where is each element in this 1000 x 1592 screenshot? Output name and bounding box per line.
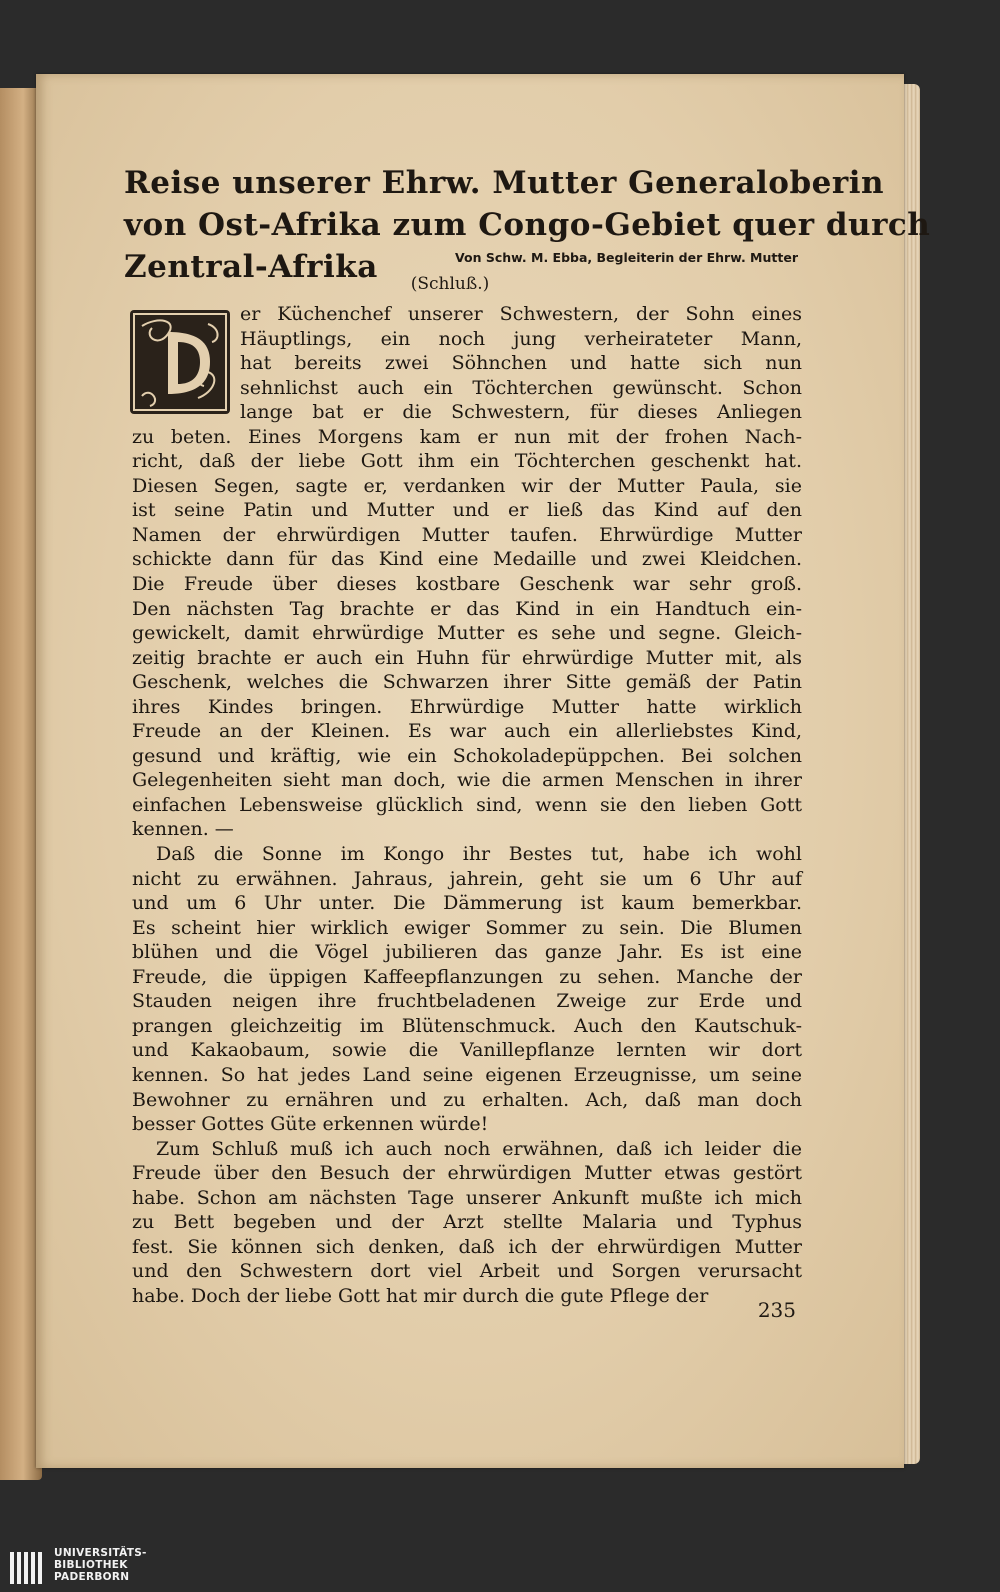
text-line: zu beten. Eines Morgens kam er nun mit der frohen Nach- (132, 425, 802, 448)
subtitle: (Schluß.) (410, 274, 490, 294)
library-name (54, 1547, 147, 1583)
text-line: sehnlichst auch ein Töchterchen gewünscht. Schon (240, 376, 802, 399)
text-line: richt, daß der liebe Gott ihm ein Töchterchen geschenkt hat. (132, 450, 802, 473)
text-line: und Kakaobaum, sowie die Vanillepflanze lernten wir dort (132, 1039, 802, 1062)
title-line: Zentral-Afrika (124, 249, 378, 285)
text-line: schickte dann für das Kind eine Medaille und zwei Kleidchen. (132, 548, 802, 571)
library-name-line: PADERBORN (54, 1571, 130, 1583)
text-line: Freude an der Kleinen. Es war auch ein allerliebstes Kind, (132, 720, 802, 743)
text-line: kennen. — (132, 818, 234, 841)
library-logo-icon (6, 1546, 50, 1590)
text-line: Häuptlings, ein noch jung verheirateter Mann, (240, 327, 802, 350)
text-line: zu Bett begeben und der Arzt stellte Malaria und Typhus (132, 1211, 802, 1234)
text-line: Zum Schluß muß ich auch noch erwähnen, daß ich leider die (156, 1137, 802, 1160)
text-line: ist seine Patin und Mutter und er ließ das Kind auf den (132, 499, 802, 522)
text-line: Die Freude über dieses kostbare Geschenk war sehr groß. (132, 573, 802, 596)
library-name-line: BIBLIOTHEK (54, 1559, 128, 1571)
text-line: Geschenk, welches die Schwarzen ihrer Sitte gemäß der Patin (132, 671, 802, 694)
library-name-line: UNIVERSITÄTS- (54, 1547, 147, 1559)
text-line: Freude, die üppigen Kaffeepflanzungen zu sehen. Manche der (132, 965, 802, 988)
page-number: 235 (757, 1298, 796, 1322)
author-byline: Von Schw. M. Ebba, Begleiterin der Ehrw. Mutter (455, 250, 798, 265)
text-line: Den nächsten Tag brachte er das Kind in ein Handtuch ein- (132, 597, 802, 620)
text-line: Bewohner zu ernähren und zu erhalten. Ach, daß man doch (132, 1088, 802, 1111)
article-body (132, 302, 802, 1308)
article-title (124, 162, 931, 288)
text-line: und um 6 Uhr unter. Die Dämmerung ist kaum bemerkbar. (132, 892, 802, 915)
text-line: gewickelt, damit ehrwürdige Mutter es sehe und segne. Gleich- (132, 622, 802, 645)
text-line: besser Gottes Güte erkennen würde! (132, 1113, 489, 1136)
text-line: Diesen Segen, sagte er, verdanken wir der Mutter Paula, sie (132, 474, 802, 497)
text-line: ihres Kindes bringen. Ehrwürdige Mutter hatte wirklich (132, 695, 802, 718)
text-line: prangen gleichzeitig im Blütenschmuck. Auch den Kautschuk- (132, 1014, 802, 1037)
text-line: hat bereits zwei Söhnchen und hatte sich nun (240, 352, 802, 375)
text-line: Es scheint hier wirklich ewiger Sommer zu sein. Die Blumen (132, 916, 802, 939)
library-footer (0, 1545, 1000, 1592)
text-line: gesund und kräftig, wie ein Schokoladepüppchen. Bei solchen (132, 744, 802, 767)
book-page (36, 74, 931, 1468)
text-line: nicht zu erwähnen. Jahraus, jahrein, geht sie um 6 Uhr auf (132, 867, 802, 890)
text-line: lange bat er die Schwestern, für dieses Anliegen (240, 401, 802, 424)
text-line: Freude über den Besuch der ehrwürdigen Mutter etwas gestört (132, 1162, 802, 1185)
text-line: Stauden neigen ihre fruchtbeladenen Zweige zur Erde und (132, 990, 802, 1013)
text-line: zeitig brachte er auch ein Huhn für ehrwürdige Mutter mit, als (132, 646, 802, 669)
text-line: habe. Schon am nächsten Tage unserer Ankunft mußte ich mich (132, 1186, 802, 1209)
text-line: blühen und die Vögel jubilieren das ganze Jahr. Es ist eine (132, 941, 802, 964)
text-line: Daß die Sonne im Kongo ihr Bestes tut, habe ich wohl (156, 843, 802, 866)
text-line: einfachen Lebensweise glücklich sind, wenn sie den lieben Gott (132, 793, 802, 816)
text-line: und den Schwestern dort viel Arbeit und Sorgen verursacht (132, 1260, 802, 1283)
title-line: Reise unserer Ehrw. Mutter Generaloberin (124, 165, 885, 201)
text-line: Namen der ehrwürdigen Mutter taufen. Ehrwürdige Mutter (132, 523, 802, 546)
text-line: fest. Sie können sich denken, daß ich der ehrwürdigen Mutter (132, 1235, 802, 1258)
text-line: er Küchenchef unserer Schwestern, der Sohn eines (240, 303, 802, 325)
text-line: kennen. So hat jedes Land seine eigenen Erzeugnisse, um seine (132, 1063, 802, 1086)
title-line: von Ost-Afrika zum Congo-Gebiet quer durch (124, 207, 931, 243)
text-line: Gelegenheiten sieht man doch, wie die armen Menschen in ihrer (132, 769, 802, 792)
text-line: habe. Doch der liebe Gott hat mir durch die gute Pflege der (132, 1284, 709, 1307)
